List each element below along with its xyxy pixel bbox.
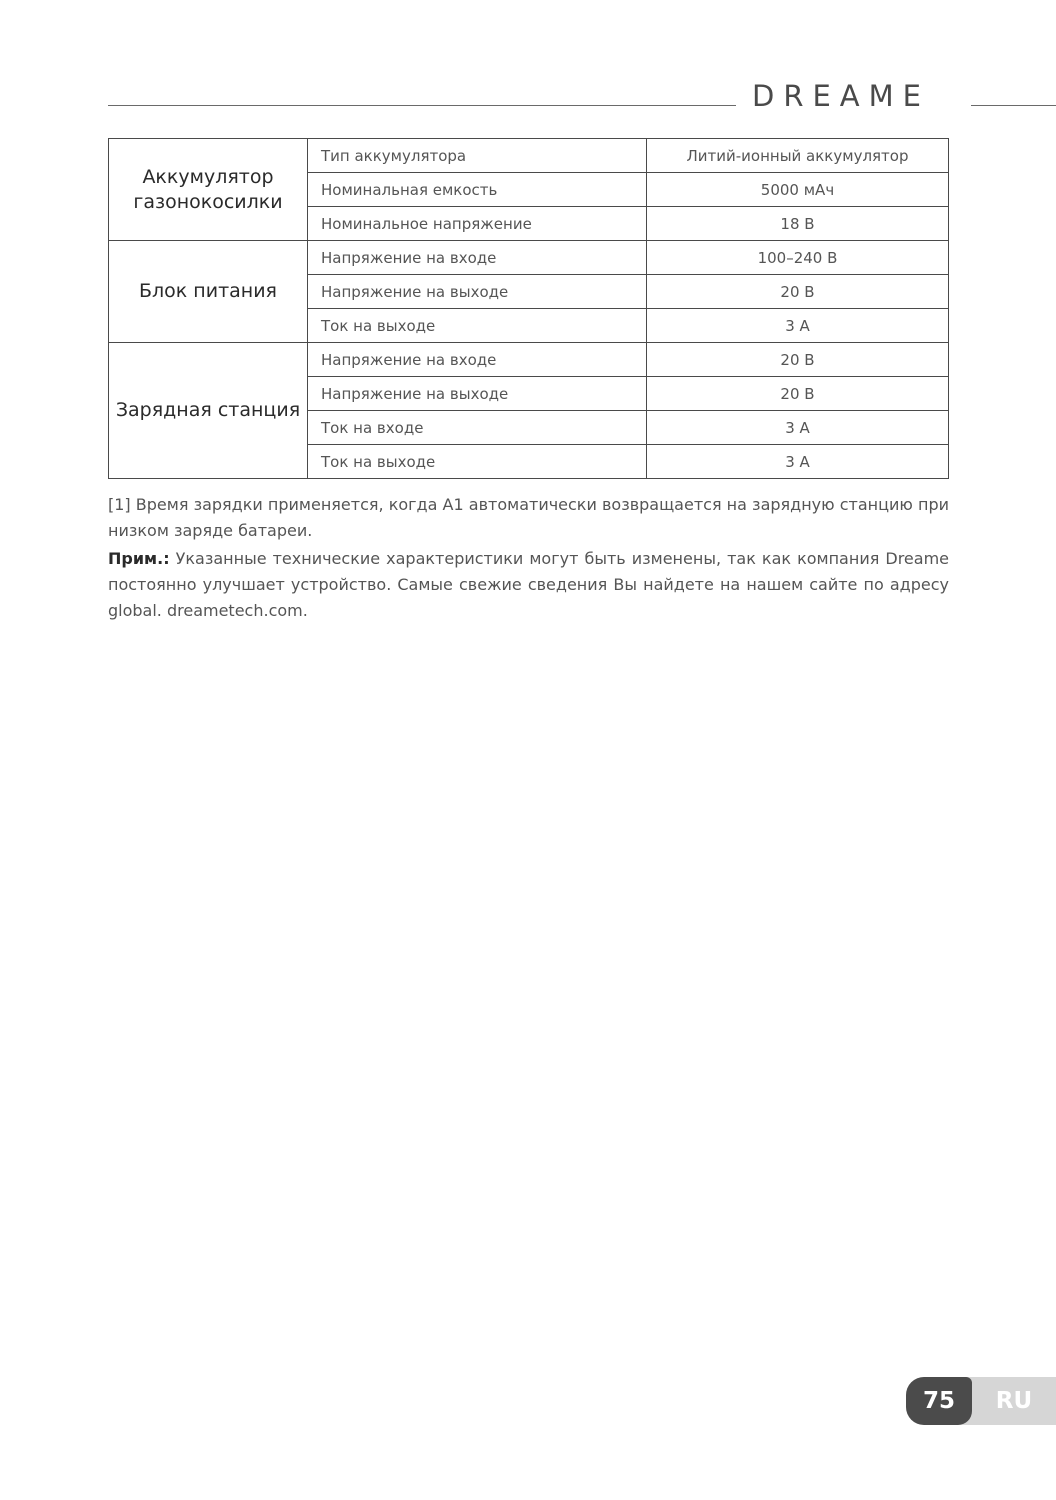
table-row <box>109 241 949 275</box>
group-label-battery: Аккумулятор газонокосилки <box>109 139 308 241</box>
note-paragraph <box>108 546 949 624</box>
param-cell: Ток на входе <box>308 411 647 445</box>
dreame-logo: DREAME <box>752 79 930 113</box>
value-cell: 3 А <box>647 445 949 479</box>
value-cell: 20 В <box>647 343 949 377</box>
page-number: 75 <box>906 1377 972 1425</box>
value-cell: 18 В <box>647 207 949 241</box>
param-cell: Тип аккумулятора <box>308 139 647 173</box>
value-cell: 100–240 В <box>647 241 949 275</box>
param-cell: Номинальная емкость <box>308 173 647 207</box>
specifications-table <box>108 138 949 479</box>
group-label-power-supply: Блок питания <box>109 241 308 343</box>
value-cell: 5000 мАч <box>647 173 949 207</box>
value-cell: 3 А <box>647 309 949 343</box>
param-cell: Напряжение на входе <box>308 343 647 377</box>
group-label-charging-station: Зарядная станция <box>109 343 308 479</box>
param-cell: Ток на выходе <box>308 309 647 343</box>
param-cell: Ток на выходе <box>308 445 647 479</box>
value-cell: Литий-ионный аккумулятор <box>647 139 949 173</box>
param-cell: Напряжение на входе <box>308 241 647 275</box>
value-cell: 20 В <box>647 275 949 309</box>
footnote: [1] Время зарядки применяется, когда A1 автоматически возвращается на зарядную станцию при низком заряде батареи. <box>108 495 949 540</box>
table-row <box>109 139 949 173</box>
page-language: RU <box>995 1388 1033 1414</box>
param-cell: Напряжение на выходе <box>308 377 647 411</box>
table-row <box>109 343 949 377</box>
page-tab <box>906 1377 1056 1425</box>
header-rule-left <box>108 105 736 106</box>
param-cell: Номинальное напряжение <box>308 207 647 241</box>
value-cell: 20 В <box>647 377 949 411</box>
note-label: Прим.: <box>108 549 170 568</box>
note-text: Указанные технические характеристики могут быть изменены, так как компания Dreame постоянно улучшает устройство. Самые свежие сведения Вы найдете на нашем сайте по адресу global. dreametech.com. <box>108 549 949 620</box>
value-cell: 3 А <box>647 411 949 445</box>
param-cell: Напряжение на выходе <box>308 275 647 309</box>
header-rule-right <box>971 105 1056 106</box>
